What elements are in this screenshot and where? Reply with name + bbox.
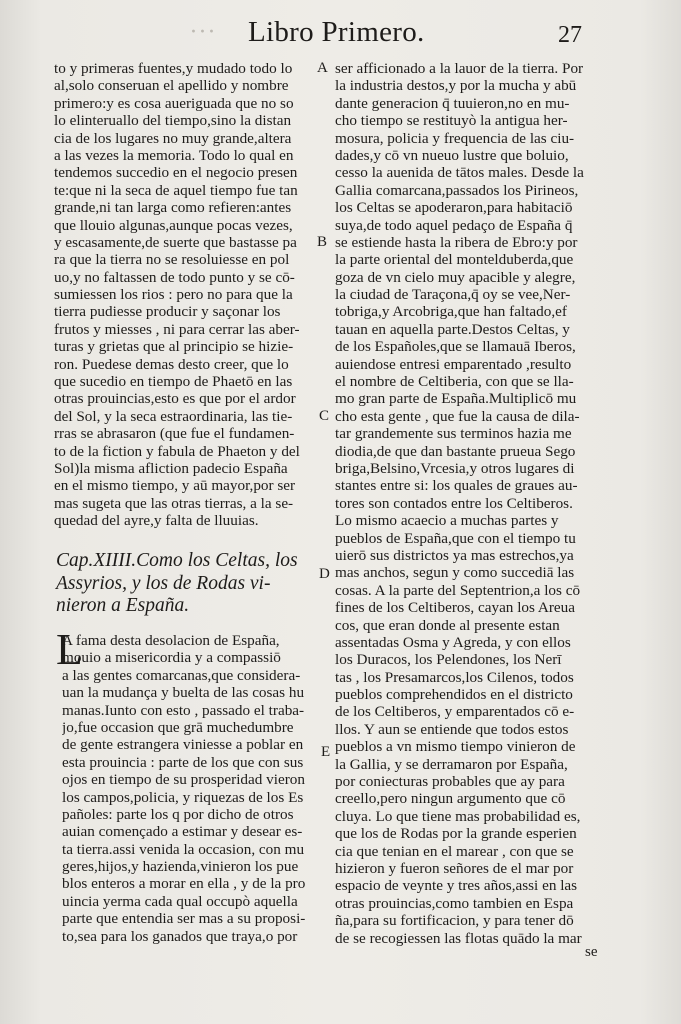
text-line: Lo mismo acaecio a muchas partes y bbox=[335, 512, 559, 530]
text-line: y escasamente,de suerte que bastasse pa bbox=[54, 233, 297, 251]
text-line: la industria destos,y por la mucha y abū bbox=[335, 77, 577, 95]
text-line: llos. Y aun se entiende que todos estos bbox=[335, 720, 569, 738]
text-line: ra que la tierra no se resoluiesse en pol bbox=[54, 251, 290, 269]
text-line: A fama desta desolacion de España, bbox=[62, 632, 280, 649]
text-line: los campos,policia, y riquezas de los Es bbox=[62, 788, 304, 806]
text-line: geres,hijos,y hazienda,vinieron los pue bbox=[62, 858, 299, 876]
text-line: Assyrios, y los de Rodas vi- bbox=[56, 572, 271, 594]
text-line: frutos y miesses , ni para cerrar las aber- bbox=[54, 320, 300, 338]
text-line: se estiende hasta la ribera de Ebro:y por bbox=[335, 233, 578, 251]
text-line: lo elinteruallo del tiempo,sino la distan bbox=[54, 112, 292, 130]
text-line: que llouio algunas,aunque pocas vezes, bbox=[54, 216, 293, 234]
text-line: stantes entre si: los quales de graues au- bbox=[335, 477, 578, 495]
text-line: cia de los lugares no muy grande,altera bbox=[54, 129, 292, 147]
text-line: cosas. A la parte del Septentrion,a los cō bbox=[335, 581, 581, 599]
text-line: espacio de veynte y tres años,assi en las bbox=[335, 877, 578, 895]
text-line: pueblos comprehendidos en el districto bbox=[335, 686, 573, 704]
text-line: pañoles: parte los q por dicho de otros bbox=[62, 805, 294, 823]
text-line: tas , los Presamarcos,los Cilenos, todos bbox=[335, 668, 574, 686]
left-column-paragraph-1 bbox=[54, 60, 318, 530]
text-line: cho tiempo se restituyò la antigua her- bbox=[335, 112, 568, 130]
margin-letter-c: C bbox=[319, 408, 330, 424]
text-line: quedad del ayre,y falta de lluuias. bbox=[54, 512, 259, 530]
text-line: del Sol, y la seca estraordinaria, las tie- bbox=[54, 407, 293, 425]
text-line: cos, que eran donde al presente estan bbox=[335, 616, 560, 634]
text-line: esta prouincia : parte de los que con sus bbox=[62, 753, 304, 771]
text-line: suya,de todo aquel pedaço de España q̄ bbox=[335, 216, 573, 234]
text-line: te:que ni la seca de aquel tiempo fue tan bbox=[54, 181, 298, 199]
text-line: turas y grietas que al principio se hizie- bbox=[54, 338, 294, 356]
text-line: ron. Puedese demas desto creer, que lo bbox=[54, 355, 289, 373]
text-line: hizieron y fueron señores de el mar por bbox=[335, 859, 574, 877]
text-line: auian començado a estimar y desear es- bbox=[62, 823, 303, 841]
text-line: uan la mudança y buelta de las cosas hu bbox=[62, 684, 305, 702]
text-line: pueblos a vn mismo tiempo vinieron de bbox=[335, 738, 576, 756]
text-line: uierō sus districtos ya mas estrechos,ya bbox=[335, 546, 574, 564]
text-line: cho esta gente , que fue la causa de dila- bbox=[335, 407, 580, 425]
text-line: to y primeras fuentes,y mudado todo lo bbox=[54, 60, 293, 77]
text-line: ta tierra.assi venida la occasion, con mu bbox=[62, 840, 305, 858]
text-line: ña,para su fortificacion, y para tener dō bbox=[335, 912, 574, 930]
page-number: 27 bbox=[558, 22, 582, 48]
text-line: pueblos de España,que con el tiempo tu bbox=[335, 529, 576, 547]
text-line: mas sugeta que las otras tierras, a la se- bbox=[54, 494, 294, 512]
text-line: sumiessen los rios : pero no para que la bbox=[54, 286, 293, 304]
text-line: to,sea para los ganados que traya,o por bbox=[62, 927, 298, 945]
text-line: mo gran parte de España.Multiplicō mu bbox=[335, 390, 577, 408]
catchword: se bbox=[585, 944, 598, 960]
text-line: cluya. Lo que tiene mas probabilidad es, bbox=[335, 807, 581, 825]
text-line: mas anchos, segun y como succediā las bbox=[335, 564, 575, 582]
text-line: al,solo conseruan el apellido y nombre bbox=[54, 77, 289, 95]
text-line: la ciudad de Taraçona,q̄ oy se vee,Ner- bbox=[335, 286, 571, 304]
text-line: nieron a España. bbox=[56, 595, 190, 616]
text-line: que los de Rodas por la grande esperien bbox=[335, 825, 577, 843]
text-line: otras prouincias,como tambien en Espa bbox=[335, 894, 574, 912]
text-line: goza de vn cielo muy apacible y alegre, bbox=[335, 268, 576, 286]
text-line: uincia yerma cada qual occupò aquella bbox=[62, 892, 298, 910]
text-line: otras prouincias,esto es que por el ardor bbox=[54, 390, 296, 408]
text-line: mosura, policia y frequencia de las ciu- bbox=[335, 129, 575, 147]
text-line: por coniecturas probables que ay para bbox=[335, 773, 565, 791]
text-line: la parte oriental del montelduberda,que bbox=[335, 251, 574, 269]
text-line: la Gallia, y se derramaron por España, bbox=[335, 755, 568, 773]
margin-letter-a: A bbox=[317, 60, 328, 76]
text-line: jo,fue occasion que grā muchedumbre bbox=[62, 718, 294, 736]
text-line: dante generacion q̄ tuuieron,no en mu- bbox=[335, 94, 570, 112]
text-line: diodia,de que dan bastante prueua Sego bbox=[335, 442, 576, 460]
left-column-paragraph-2 bbox=[62, 632, 318, 945]
text-line: tobriga,y Arcobriga,que han faltado,ef bbox=[335, 303, 567, 321]
text-line: mouio a misericordia y a compassiō bbox=[62, 649, 281, 667]
text-line: ser afficionado a la lauor de la tierra. Por bbox=[335, 60, 584, 77]
text-line: dades,y cō vn nueuo lustre que boluio, bbox=[335, 146, 569, 164]
text-line: assentadas Osma y Agreda, y con ellos bbox=[335, 633, 571, 651]
text-line: Cap.XIIII.Como los Celtas, los bbox=[56, 550, 298, 571]
text-line: parte que entendia ser mas a su proposi- bbox=[62, 910, 306, 928]
text-line: que sucedio en tiempo de Phaetō en las bbox=[54, 373, 293, 391]
text-line: manas.Iunto con esto , passado el traba- bbox=[62, 701, 305, 719]
chapter-heading bbox=[56, 550, 326, 618]
text-line: tauan en aquella parte.Destos Celtas, y bbox=[335, 320, 570, 338]
text-line: a las vezes la memoria. Todo lo qual en bbox=[54, 146, 294, 164]
text-line: tierra pudiesse producir y saçonar los bbox=[54, 303, 281, 321]
text-line: Sol)la misma afliction padecio España bbox=[54, 459, 288, 477]
text-line: de se recogiessen las flotas quādo la mar bbox=[335, 929, 582, 947]
text-line: Gallia comarcana,passados los Pirineos, bbox=[335, 181, 579, 199]
text-line: el nombre de Celtiberia, con que se lla- bbox=[335, 373, 574, 391]
text-line: de los Celtiberos, y emparentados cō e- bbox=[335, 703, 575, 721]
text-line: los Celtas se apoderaron,para habitaciō bbox=[335, 199, 573, 217]
text-line: briga,Belsino,Vrcesia,y otros lugares di bbox=[335, 459, 575, 477]
text-line: primero:y es cosa aueriguada que no so bbox=[54, 94, 294, 112]
text-line: grande,ni tan larga como refieren:antes bbox=[54, 199, 292, 217]
text-line: tendemos succedio en el negocio presen bbox=[54, 164, 298, 182]
text-line: to de la fiction y fabula de Phaeton y del bbox=[54, 442, 300, 460]
text-line: uo,y no faltassen de todo punto y se cō- bbox=[54, 268, 295, 286]
text-line: de gente estrangera viniesse a poblar en bbox=[62, 736, 304, 754]
text-line: a las gentes comarcanas,que considera- bbox=[62, 666, 301, 684]
right-column-text bbox=[335, 60, 599, 947]
text-line: tar grandemente sus terminos hazia me bbox=[335, 425, 572, 443]
margin-letter-e: E bbox=[321, 744, 331, 760]
text-line: rras se abrasaron (que fue el fundamen- bbox=[54, 425, 295, 443]
text-line: en el mismo tiempo, y aū mayor,por ser bbox=[54, 477, 296, 495]
margin-letter-d: D bbox=[319, 566, 330, 582]
drop-cap: L bbox=[56, 625, 83, 674]
text-line: auiendose entresi emparentado ,resulto bbox=[335, 355, 572, 373]
text-line: creello,pero ningun argumento que cō bbox=[335, 790, 566, 808]
text-line: fines de los Celtiberos, cayan los Areua bbox=[335, 599, 575, 617]
text-line: cia que tenian en el marear , con que se bbox=[335, 842, 574, 860]
text-line: los Duracos, los Pelendones, los Nerī bbox=[335, 651, 562, 669]
text-line: ojos en tiempo de su prosperidad vieron bbox=[62, 771, 305, 789]
text-line: tores son contados entre los Celtiberos. bbox=[335, 494, 573, 512]
text-line: cesso la auenida de tātos males. Desde la bbox=[335, 164, 584, 182]
bleed-through-mark: ··· bbox=[190, 20, 217, 45]
text-line: de los Españoles,que se llamauā Iberos, bbox=[335, 338, 576, 356]
text-line: blos enteros a morar en ella , y de la pro bbox=[62, 875, 306, 893]
margin-letter-b: B bbox=[317, 234, 328, 250]
running-title: Libro Primero. bbox=[248, 16, 425, 48]
